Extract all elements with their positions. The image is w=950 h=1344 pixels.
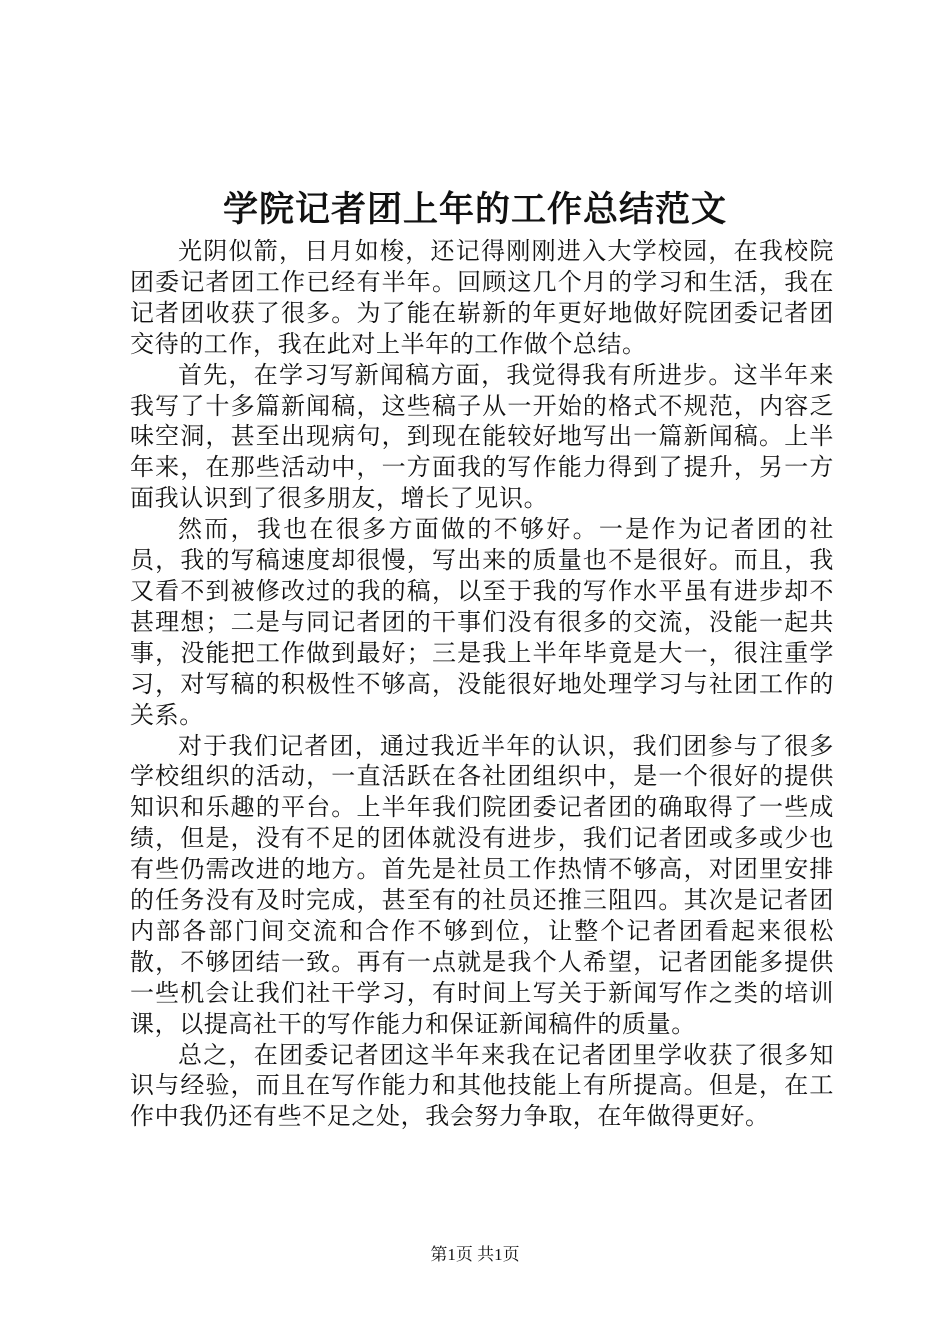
paragraph-5: 总之，在团委记者团这半年来我在记者团里学收获了很多知识与经验，而且在写作能力和其他技能上有所提高。但是，在工作中我仍还有些不足之处，我会努力争取，在年做得更好。: [130, 1040, 834, 1131]
page-title: 学院记者团上年的工作总结范文: [222, 189, 727, 230]
paragraph-4: 对于我们记者团，通过我近半年的认识，我们团参与了很多学校组织的活动，一直活跃在各社团组织中，是一个很好的提供知识和乐趣的平台。上半年我们院团委记者团的确取得了一些成绩，但是，没有不足的团体就没有进步，我们记者团或多或少也有些仍需改进的地方。首先是社员工作热情不够高，对团里安排的任务没有及时完成，甚至有的社员还推三阻四。其次是记者团内部各部门间交流和合作不够到位，让整个记者团看起来很松散，不够团结一致。再有一点就是我个人希望，记者团能多提供一些机会让我们社干学习，有时间上写关于新闻写作之类的培训课，以提高社干的写作能力和保证新闻稿件的质量。: [130, 731, 834, 1038]
paragraph-3: 然而，我也在很多方面做的不够好。一是作为记者团的社员，我的写稿速度却很慢，写出来的质量也不是很好。而且，我又看不到被修改过的我的稿，以至于我的写作水平虽有进步却不甚理想；二是与同记者团的干事们没有很多的交流，没能一起共事，没能把工作做到最好；三是我上半年毕竟是大一，很注重学习，对写稿的积极性不够高，没能很好地处理学习与社团工作的关系。: [130, 515, 834, 729]
paragraph-2: 首先，在学习写新闻稿方面，我觉得我有所进步。这半年来我写了十多篇新闻稿，这些稿子从一开始的格式不规范，内容乏味空洞，甚至出现病句，到现在能较好地写出一篇新闻稿。上半年来，在那些活动中，一方面我的写作能力得到了提升，另一方面我认识到了很多朋友，增长了见识。: [130, 360, 834, 513]
paragraph-1: 光阴似箭，日月如梭，还记得刚刚进入大学校园，在我校院团委记者团工作已经有半年。回顾这几个月的学习和生活，我在记者团收获了很多。为了能在崭新的年更好地做好院团委记者团交待的工作，我在此对上半年的工作做个总结。: [130, 237, 834, 358]
page-footer: 第1页 共1页: [430, 1245, 520, 1264]
document-body: [130, 236, 834, 1132]
